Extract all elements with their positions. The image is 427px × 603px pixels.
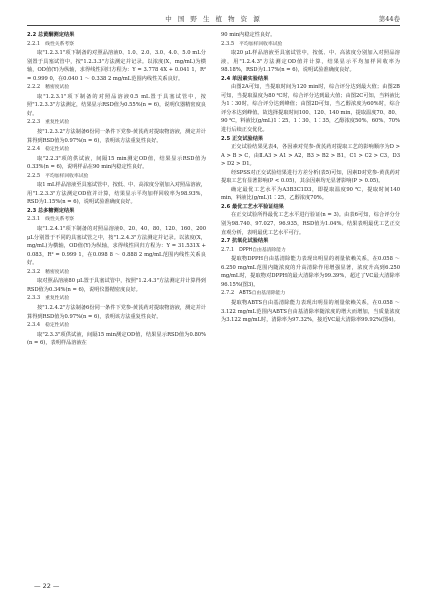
right-column: [221, 31, 400, 325]
subsection-heading: [27, 321, 206, 331]
paragraph: 取"1.2.4.1"项下制备的对照品溶液0、20、40、80、120、160、200 μL分别置于不同的具塞试管之中，按"1.2.4.3"方法测定并记录。以浓度(X，mg/mL)为横轴，OD值(Y)为纵轴，求得线性回归方程为：Y = 31.531X + 0.083，R² = 0.999 1，在0.098 8 ～ 0.888 2 mg/mL范围内线性关系良好。: [27, 226, 206, 267]
subsection-heading: [221, 40, 400, 50]
section-heading: 2.6 最优工艺水平验证结果: [221, 203, 284, 210]
left-column: [27, 31, 206, 348]
paragraph: 取"1.2.3.1"项下制备的对照品溶液0、1.0、2.0、3.0、4.0、5.0 mL分别置于具塞试管中，按"1.2.3.3"方法测定并记录。以浓度(X，mg/mL)为横轴，OD值(Y)为纵轴，求得线性回归方程为：Y = 3.778 4X + 0.041 1，R² = 0.999 0，在0.040 1 ～ 0.338 2 mg/mL范围内线性关系良好。: [27, 50, 206, 82]
section-heading: 2.7 抗氧化试验结果: [221, 238, 269, 245]
subsection-number: 2.2.2: [27, 84, 41, 91]
volume-label: 第44卷: [378, 15, 400, 23]
subsection-heading: [27, 40, 206, 50]
paragraph: 取"2.2.3"项的供试液，间隔15 min测定OD值，结果显示RSD值为0.33%(n = 6)，说明样品在90 min内稳定性良好。: [27, 155, 206, 171]
section-heading: 2.3 总多糖测定结果: [27, 207, 75, 214]
subsection-title: 线性关系考察: [45, 217, 74, 223]
subsection-title: 稳定性试验: [45, 147, 70, 153]
subsection-number: 2.2.3: [27, 119, 41, 126]
paragraph: 90 min内稳定性良好。: [221, 32, 276, 38]
paragraph: 正交试验结果见表4，各因素对党参-黄芪药对提取工艺的影响顺序为D > A > B > C，由Ⅱ.A3 > A1 > A2，B3 > B2 > B1，C1 > C2 > C3，D3 > D2 > D1。: [221, 144, 400, 168]
subsection-title: 精密度试验: [45, 269, 70, 275]
paragraph: 取"1.2.3.1"项下制备的对照品溶液0.5 mL置于具塞试管中，按照"1.2.3.3"方法测定，结果显示RSD值为0.55%(n = 6)，说明仪器精密度良好。: [27, 93, 206, 117]
paragraph: 由图2A可知，当提取时间为120 min时，综合评分达到最大值；由图2B可知，当提取温度为80 ℃时，综合评分达到最大值；由图2C可知，当料液比为1∶30时，综合评分达到峰值；由图2D可知，当乙醇浓度为60%时，综合评分本达到峰值。故选择提取时间100、120、140 min，提取温度70、80、90 ℃，料液比(g/mL)1∶25、1∶30、1∶35，乙醇浓度50%、60%、70%进行后续正交优化。: [221, 84, 400, 134]
subsection-heading: [27, 294, 206, 304]
subsection-heading: [27, 215, 206, 225]
section-heading: 2.2 总黄酮测定结果: [27, 32, 75, 38]
subsection-heading: [27, 83, 206, 93]
journal-name: 中 国 野 生 植 物 资 源: [165, 15, 262, 23]
section-heading: 2.5 正交试验结果: [221, 135, 264, 142]
subsection-title: 重复性试验: [45, 296, 70, 302]
subsection-number: 2.3.4: [27, 322, 41, 329]
subsection-title: 平均加样回收率试验: [239, 41, 283, 47]
subsection-heading: [27, 145, 206, 155]
subsection-heading: [27, 172, 206, 182]
paragraph: 提取物ABTS自由基清除能力表现出明显的剂量依赖关系，在0.058 ～ 3.122 mg/mL范围内ABTS自由基清除率随浓度的增大而增加，当质量浓度为3.122 mg/mL时，清除率为97.32%，接近VC最大清除率99.92%(图4)。: [221, 299, 400, 324]
subsection-title: ABTS自由基清除能力: [239, 291, 286, 297]
subsection-number: 2.7.1: [221, 246, 235, 253]
subsection-number: 2.3.1: [27, 216, 41, 223]
paragraph: 确定最优工艺水平为A3B3C1D3，即提取温度90 ℃，提取时间140 min，料液比(g/mL)1∶25，乙醇浓度70%。: [221, 186, 400, 202]
subsection-heading: [221, 289, 400, 299]
subsection-title: 平均加样回收率试验: [45, 173, 89, 179]
subsection-heading: [27, 118, 206, 128]
subsection-title: 精密度试验: [45, 85, 70, 91]
subsection-title: DPPH自由基清除能力: [239, 247, 286, 253]
subsection-number: 2.3.3: [27, 295, 41, 302]
paragraph: 按"1.2.4.2"方法制备6份同一条件下党参-黄芪药对提取物溶液，测定并计算得到RSD值为0.97%(n = 6)，表明该方法重复性良好。: [27, 304, 206, 320]
subsection-heading: [27, 268, 206, 278]
paragraph: 经SPSS对正交试验结果进行方差分析(表5)可知，因素D对党参-黄芪药对提取工艺有显著影响(P < 0.05)，其余因素均无显著影响(P > 0.05)。: [221, 169, 400, 185]
subsection-number: 2.2.4: [27, 146, 41, 153]
paragraph: 按"1.2.3.2"方法制备6份同一条件下党参-黄芪药对提取物溶液，测定并计算得到RSD值为0.97%(n = 6)，表明该方法重复性良好。: [27, 129, 206, 144]
subsection-title: 线性关系考察: [45, 41, 74, 47]
paragraph: 取1 mL样品溶液至具塞试管中，按低、中、高浓度分别加入对照品溶液，用"1.2.3.3"方法测定OD值并计算，结果显示平均加样回收率为98.93%，RSD为1.15%(n = 6)，说明试验准确度良好。: [27, 182, 206, 206]
paragraph: 取"2.3.3"项供试液，间隔15 min测定OD值，结果显示RSD值为0.80%(n = 6)，表明样品溶液在: [27, 331, 206, 347]
subsection-number: 2.2.5: [27, 172, 41, 179]
subsection-title: 重复性试验: [45, 120, 70, 126]
page-number: — 22 —: [34, 582, 60, 590]
paragraph: 取对照品溶液80 μL置于具塞试管中，按照"1.2.4.3"方法测定并计算得到RSD值为0.34%(n = 6)，说明仪器精密度良好。: [27, 278, 206, 293]
paragraph: 提取物DPPH自由基清除能力表现出明显的剂量依赖关系，在0.058 ～ 6.250 mg/mL范围内随浓度的升高清除作用增强显著，浓度升高到6.250 mg/mL时，提取物对DPPH的最大清除率为99.39%，超过了VC最大清除率96.15%(图3)。: [221, 256, 400, 288]
subsection-number: 2.7.2: [221, 290, 235, 297]
subsection-number: 2.3.5: [221, 40, 235, 47]
subsection-number: 2.3.2: [27, 268, 41, 275]
subsection-number: 2.2.1: [27, 40, 41, 47]
header-rule: [27, 25, 400, 26]
paragraph: 在正交试验所得最优工艺水平进行验证(n = 3)。由表6可知，综合评分分别为98.740、97.027、96.935，RSD值为1.04%。结果表明最优工艺正交直观分析，表明最优工艺水平可行。: [221, 212, 400, 236]
paragraph: 取20 μL样品溶液至具塞试管中，按低、中、高浓度分别加入对照品溶液，用"1.2.4.3"方法测定OD值并计算，结果显示平均加样回收率为98.18%，RSD为1.17%(n = 6)，说明试验准确度良好。: [221, 50, 400, 74]
subsection-heading: [221, 246, 400, 256]
subsection-title: 稳定性试验: [45, 323, 70, 329]
section-heading: 2.4 单因素实验结果: [221, 75, 269, 82]
